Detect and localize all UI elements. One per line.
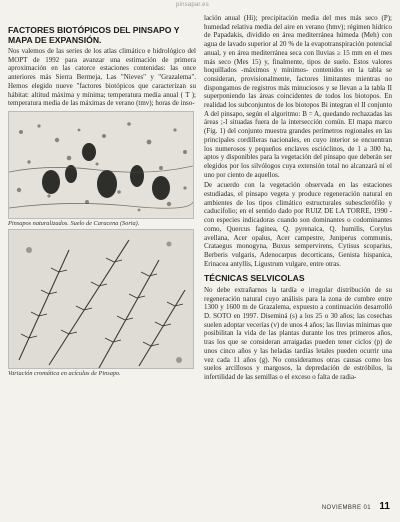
figure-needle-variation [8, 229, 194, 369]
right-column [204, 14, 392, 382]
section-tecnicas-text: No debe extrañarnos la tardía e irregular distribución de su regeneración natural cuyo análisis para la zona de cumbre entre 1300 y 1600 m de Grazalema, expuesto a continuación desarrolló D. SOTO en 1997. Diseminá (s) a los 25 o 30 años; las cosechas suelen adoptar vecerías (v) de unos 4 años; las lluvias mínimas que posibilitan la vida de las plantas durante los tres primeros años, tras los que se consideran arraigadas pueden tener ciclos (p) de unos cinco años y las heladas tardías letales pueden ocurrir una vez cada 11 años (g). No consideramos otras causas como los suelos arcillosos y margosos, la depredación de estróbilos, la infertilidad de las semillas o el exceso o falta de radia- [204, 285, 392, 381]
figure-pinsapos-photo [8, 111, 194, 219]
article-title: FACTORES BIOTÓPICOS DEL PINSAPO Y MAPA DE EXPANSIÓN. [8, 25, 180, 45]
page-number: 11 [379, 501, 390, 512]
right-text-block-2: De acuerdo con la vegetación observada en las estaciones estudiadas, el pinsapo vegeta y produce regeneración natural en ambientes de los tipos climático estructurales subesclerófilo y caducifolio; en el sentido dado por RUIZ DE LA TORRE, 1990 - con especies indicadoras cuando son dominantes o codominantes como, Quercus faginea, Q. pyrenaica, Q. humilis, Corylus avellana, Acer opalus, Acer campestre, Juniperus communis, Crataegus monogyna, Buxus sempervirens, Cytisus scoparius, Berberis vulgaris, Adenocarpus decorticans, Genista hispanica, Erinacea antyllis, Ligustrum vulgare, entre otras. [204, 181, 392, 268]
header-watermark: pinsapar.es [176, 2, 209, 8]
pinsapos-illustration [9, 112, 193, 218]
section-title-tecnicas: TÉCNICAS SELVICOLAS [204, 273, 305, 284]
pinsapo-needles-illustration [9, 230, 193, 368]
right-text-block-1: lación anual (Hi); precipitación media del mes más seco (P); humedad relativa media del aire en verano (hmv); régimen hídrico de Papadakis, dividido en área mediterránea húmeda (Meh) con agua de lavado superior al 20 % de la evapotranspiración potencial anual, y en área mediterránea seca con lluvias ≥ 15 mm en el mes más seco (Mes 15) y, finalmente, tipos de suelo. Estos valores hoquillados -máximos y mínimos- contenidos en la tabla se consideran, provisionalmente, factores limitantes mientras no dispongamos de registros más minuciosos y se llevan a la tabla II superponiendo las áreas coincidentes de todos los biotopos. En realidad los subconjuntos de los biotopos Bi integran el II conjunto A del pinsapo, según el algoritmo: B = A, quedando rechazadas las áreas ;-I situadas fuera de la intersección común. El mapa marco (Fig. 1) del conjunto muestra grandes perímetros regionales en las principales cordilleras nacionales, en cuyo interior se encuentran los numerosos y pequeños enclaves escióclinos, de 1 a 300 ha, aptos y disponibles para la vegetación del pinsapo que deberán ser elegidos por los silvólogos cuya extensión total no alcanzará ni el uno por ciento de aquellos. [204, 14, 392, 179]
footer-month: NOVIEMBRE 01 [321, 505, 371, 511]
page-footer [322, 496, 390, 514]
left-intro-text: Nos valemos de las series de los atlas climático e hidrológico del MOPT de 1992 para avanzar una estimación de primera aproximación en las catorce estaciones contenidas: las once anteriores más Sierra Bermeja, Las "Nieves" y "Grazalema". Hemos elegido nueve "factores biotópicos que caracterizan su hábitat: altitud máxima y mínima; temperatura media anual ( T ); temperatura media de las máximas de verano (tmv); horas de inso- [8, 47, 196, 108]
figure-caption-1: Pinsapos naturalizados. Suelo de Caracena (Soria). [8, 219, 140, 227]
figure-caption-2: Variación cromática en acículas de Pinsapo. [8, 370, 121, 378]
left-column [8, 26, 196, 378]
